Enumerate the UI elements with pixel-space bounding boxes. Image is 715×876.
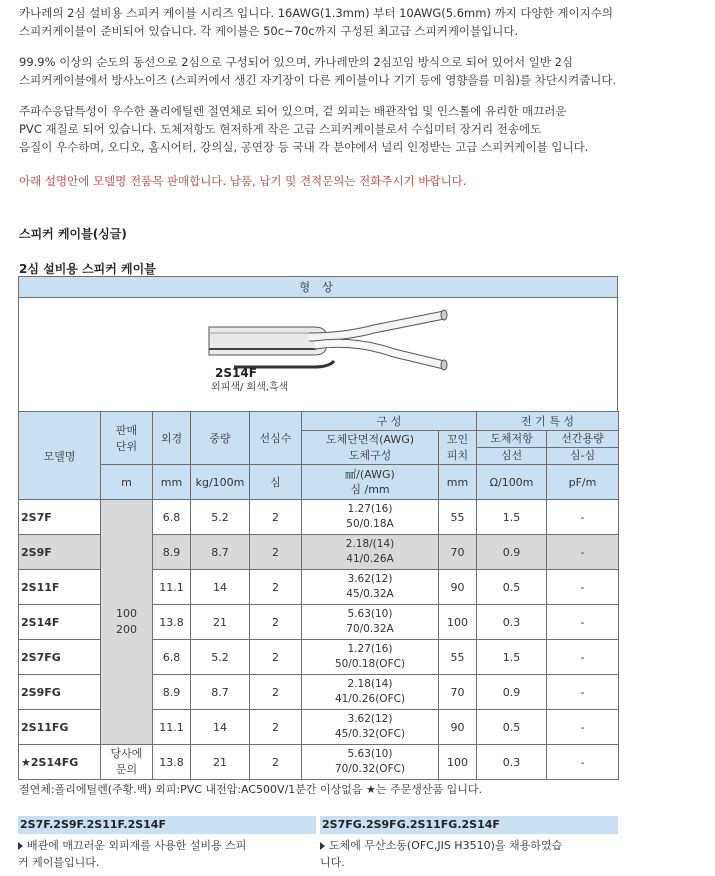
table-cell: 8.7: [191, 675, 250, 710]
construction-cell: [302, 535, 439, 570]
unit-pitch: mm: [439, 465, 477, 500]
table-row: [19, 745, 619, 780]
conductor-struct: 70/0.32A: [346, 623, 394, 635]
table-cell: 6.8: [153, 500, 191, 535]
conductor-area: 2.18/(14): [345, 538, 395, 550]
col-header-cores: 선심수: [250, 412, 302, 465]
table-cell: -: [547, 570, 619, 605]
table-cell: 90: [439, 570, 477, 605]
table-cell: -: [547, 745, 619, 780]
table-cell: -: [547, 535, 619, 570]
col-header-weight: 중량: [191, 412, 250, 465]
col-header-resistance: [477, 431, 547, 465]
feature-box-text: [18, 834, 316, 871]
table-cell: 1.5: [477, 640, 547, 675]
model-cell: 2S11FG: [19, 710, 101, 745]
footnote: 절연체:폴리에틸렌(주황.백) 외피:PVC 내전압:AC500V/1분간 이상없음 ★는 주문생산품 입니다.: [19, 783, 483, 796]
table-cell: -: [547, 605, 619, 640]
table-cell: 13.8: [153, 745, 191, 780]
conductor-area: 5.63(10): [347, 748, 393, 760]
capacitance-label: 선간용량: [547, 431, 618, 448]
table-cell: -: [547, 640, 619, 675]
table-cell: 0.3: [477, 605, 547, 640]
feature-box-fg: [320, 816, 618, 871]
conductor-struct: 50/0.18A: [346, 518, 394, 530]
table-cell: 5.2: [191, 640, 250, 675]
table-cell: 70: [439, 535, 477, 570]
order-notice: 아래 설명안에 모델명 전품목 판매합니다. 납품, 납기 및 견적문의는 전화주시기 바랍니다.: [19, 174, 467, 188]
table-cell: -: [547, 500, 619, 535]
model-cell: 2S7FG: [19, 640, 101, 675]
capacitance-sub-label: 심-심: [569, 449, 596, 462]
table-cell: 8.9: [153, 535, 191, 570]
conductor-struct: 41/0.26A: [346, 553, 394, 565]
cable-shape-panel: [18, 276, 618, 412]
conductor-area: 1.27(16): [347, 503, 393, 515]
sales-unit-cell: 100 200: [101, 500, 153, 745]
intro-paragraph-1: [19, 4, 709, 40]
table-cell: 5.2: [191, 500, 250, 535]
intro-line: 주파수응답특성이 우수한 폴리에틸렌 절연체로 되어 있으며, 겉 외피는 배관작업 및 인스톨에 유리한 매끄러운: [19, 104, 567, 118]
table-cell: 8.7: [191, 535, 250, 570]
conductor-struct: 45/0.32A: [346, 588, 394, 600]
conductor-struct: 41/0.26(OFC): [334, 693, 406, 705]
intro-paragraph-3: [19, 102, 709, 156]
table-cell: 2: [250, 640, 302, 675]
shape-header: 형 상: [19, 277, 617, 298]
model-cell: 2S11F: [19, 570, 101, 605]
table-cell: 0.5: [477, 710, 547, 745]
conductor-area: 3.62(12): [347, 573, 393, 585]
spec-table: [18, 411, 619, 780]
conductor-area: 3.62(12): [347, 713, 393, 725]
table-cell: 100: [439, 605, 477, 640]
feature-line: 니다.: [320, 856, 345, 869]
table-cell: 21: [191, 605, 250, 640]
table-cell: 11.1: [153, 710, 191, 745]
col-header-od: 외경: [153, 412, 191, 465]
conductor-struct: 45/0.32(OFC): [334, 728, 406, 740]
construction-cell: [302, 710, 439, 745]
model-cell: ★2S14FG: [19, 745, 101, 780]
col-header-model: 모델명: [19, 412, 101, 500]
table-cell: 11.1: [153, 570, 191, 605]
table-cell: 0.5: [477, 570, 547, 605]
section-title: 스피커 케이블(싱글): [19, 227, 127, 241]
table-cell: 1.5: [477, 500, 547, 535]
construction-cell: [302, 640, 439, 675]
col-header-electrical: 전 기 특 성: [477, 412, 619, 431]
table-cell: -: [547, 675, 619, 710]
table-cell: 0.9: [477, 535, 547, 570]
model-cell: 2S14F: [19, 605, 101, 640]
conductor-area-label: 도체단면적(AWG): [325, 432, 415, 446]
intro-line: 스피커케이블에서 방사노이즈 (스피커에서 생긴 자기장이 다른 케이블이나 기기 등에 영향을를 미침)를 차단시켜줍니다.: [19, 73, 617, 87]
table-cell: 14: [191, 570, 250, 605]
table-cell: 2: [250, 710, 302, 745]
construction-cell: [302, 500, 439, 535]
col-header-capacitance: [547, 431, 619, 465]
intro-line: 99.9% 이상의 순도의 동선으로 2심으로 구성되어 있으며, 카나레만의 2심꼬임 방식으로 되어 있어서 일반 2심: [19, 55, 574, 69]
col-header-construction: 구 성: [302, 412, 477, 431]
intro-line: 카나레의 2심 설비용 스피커 케이블 시리즈 입니다. 16AWG(1.3mm) 부터 10AWG(5.6mm) 까지 다양한 게이지수의: [19, 6, 613, 20]
feature-box-text: [320, 834, 618, 871]
table-cell: 2: [250, 500, 302, 535]
model-cell: 2S9FG: [19, 675, 101, 710]
table-cell: 100: [439, 745, 477, 780]
intro-line: PVC 재질로 되어 있습니다. 도체저항도 현저하게 작은 고급 스피커케이블로서 수십미터 장거리 전송에도: [19, 122, 542, 136]
bullet-icon: [320, 842, 325, 850]
conductor-struct: 70/0.32(OFC): [334, 763, 406, 775]
table-cell: 55: [439, 500, 477, 535]
table-cell: -: [547, 710, 619, 745]
model-cell: 2S7F: [19, 500, 101, 535]
unit-od: mm: [153, 465, 191, 500]
table-cell: 2: [250, 570, 302, 605]
table-cell: 2: [250, 535, 302, 570]
conductor-area: 1.27(16): [347, 643, 393, 655]
conductor-area: 2.18(14): [347, 678, 393, 690]
unit-capacitance: pF/m: [547, 465, 619, 500]
intro-line: 스피커케이블이 준비되어 있습니다. 각 케이블은 50c~70c까지 구성된 최고급 스피커케이블입니다.: [19, 24, 519, 38]
feature-line: 배관에 매끄러운 외피재를 사용한 설비용 스피: [27, 839, 247, 852]
bullet-icon: [18, 842, 23, 850]
intro-paragraph-2: [19, 53, 709, 89]
table-cell: 90: [439, 710, 477, 745]
table-row: [19, 500, 619, 535]
feature-box-title: 2S7FG.2S9FG.2S11FG.2S14F: [320, 816, 618, 834]
sales-unit-cell: 당사에 문의: [101, 745, 153, 780]
model-cell: 2S9F: [19, 535, 101, 570]
col-header-conductor: [302, 431, 439, 465]
table-cell: 8.9: [153, 675, 191, 710]
construction-cell: [302, 605, 439, 640]
cable-model-label: 2S14F: [215, 366, 257, 380]
table-cell: 2: [250, 605, 302, 640]
feature-line: 커 케이블입니다.: [18, 856, 100, 869]
unit-weight: kg/100m: [191, 465, 250, 500]
feature-line: 도체에 무산소동(OFC,JIS H3510)을 채용하였습: [329, 839, 563, 852]
table-cell: 0.9: [477, 675, 547, 710]
table-cell: 13.8: [153, 605, 191, 640]
table-cell: 55: [439, 640, 477, 675]
construction-cell: [302, 570, 439, 605]
construction-cell: [302, 675, 439, 710]
conductor-area: 5.63(10): [347, 608, 393, 620]
unit-construction: ㎟/(AWG) 심 /mm: [302, 465, 439, 500]
unit-cores: 심: [250, 465, 302, 500]
col-header-pitch: 꼬인 피치: [439, 431, 477, 465]
resistance-label: 도체저항: [477, 431, 546, 448]
cable-color-label: 외피색/ 회색,흑색: [211, 382, 289, 393]
col-header-unit: 판매 단위: [101, 412, 153, 465]
subsection-title: 2심 설비용 스피커 케이블: [19, 262, 156, 276]
unit-resistance: Ω/100m: [477, 465, 547, 500]
table-cell: 2: [250, 745, 302, 780]
table-cell: 2: [250, 675, 302, 710]
feature-box-title: 2S7F.2S9F.2S11F.2S14F: [18, 816, 316, 834]
table-cell: 6.8: [153, 640, 191, 675]
conductor-struct: 50/0.18(OFC): [334, 658, 406, 670]
conductor-struct-label: 도체구성: [348, 448, 392, 462]
table-body: [19, 500, 619, 780]
unit-unit: m: [101, 465, 153, 500]
resistance-sub-label: 심선: [500, 449, 523, 462]
intro-line: 음질이 우수하며, 오디오, 홈시어터, 강의실, 공연장 등 국내 각 분야에서 널리 인정받는 고급 스피커케이블 입니다.: [19, 140, 589, 154]
feature-box-f: [18, 816, 316, 871]
table-cell: 21: [191, 745, 250, 780]
table-cell: 0.3: [477, 745, 547, 780]
table-cell: 70: [439, 675, 477, 710]
construction-cell: [302, 745, 439, 780]
table-cell: 14: [191, 710, 250, 745]
